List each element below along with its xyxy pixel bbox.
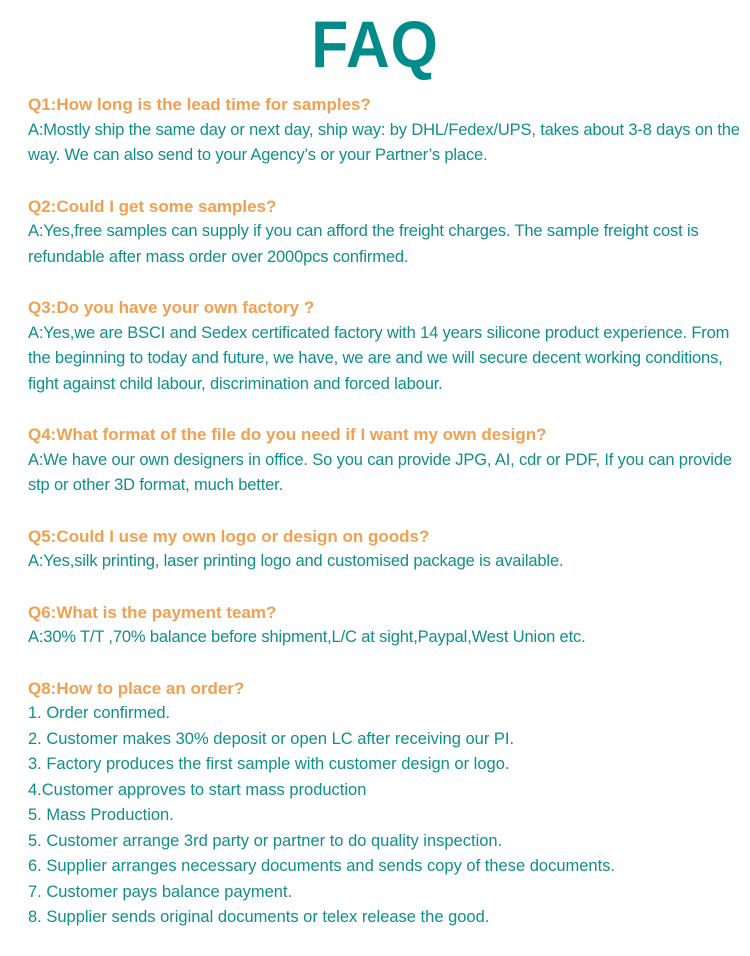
faq-item-1 <box>28 92 742 169</box>
faq-question: Q4:What format of the file do you need if I want my own design? <box>28 425 547 444</box>
page-title: FAQ <box>311 7 439 81</box>
faq-answer: A:Yes,free samples can supply if you can afford the freight charges. The sample freight cost is refundable after mass order over 2000pcs confirmed. <box>28 222 699 266</box>
faq-item-5 <box>28 524 742 575</box>
faq-item-4 <box>28 422 742 499</box>
faq-question: Q8:How to place an order? <box>28 678 245 698</box>
faq-answer: A:30% T/T ,70% balance before shipment,L/C at sight,Paypal,West Union etc. <box>28 628 586 646</box>
faq-item-order <box>28 676 742 931</box>
faq-question: Q3:Do you have your own factory ? <box>28 298 315 317</box>
order-steps-list <box>28 701 742 931</box>
faq-answer: A:We have our own designers in office. So you can provide JPG, AI, cdr or PDF, If you can provide stp or other 3D format, much better. <box>28 450 732 494</box>
faq-item-6 <box>28 600 742 651</box>
faq-question: Q1:How long is the lead time for samples? <box>28 95 371 114</box>
faq-answer: A:Yes,we are BSCI and Sedex certificated factory with 14 years silicone product experience. From the beginning to today and future, we have, we are and we will secure decent working conditions, fight against child labour, discrimination and forced labour. <box>28 323 730 393</box>
faq-item-3 <box>28 295 742 397</box>
faq-question: Q6:What is the payment team? <box>28 602 277 622</box>
faq-question: Q2:Could I get some samples? <box>28 196 277 216</box>
order-step: 1. Order confirmed. <box>28 704 171 722</box>
faq-question: Q5:Could I use my own logo or design on goods? <box>28 526 430 546</box>
faq-answer: A:Yes,silk printing, laser printing logo and customised package is available. <box>28 552 564 570</box>
faq-answer: A:Mostly ship the same day or next day, ship way: by DHL/Fedex/UPS, takes about 3-8 days on the way. We can also send to your Agency’s or your Partner’s place. <box>28 120 740 164</box>
order-step: 7. Customer pays balance payment. <box>28 882 293 901</box>
faq-item-2 <box>28 194 742 271</box>
order-step: 2. Customer makes 30% deposit or open LC after receiving our PI. <box>28 729 515 748</box>
order-step: 5. Customer arrange 3rd party or partner to do quality inspection. <box>28 831 503 850</box>
order-step: 4.Customer approves to start mass production <box>28 780 367 799</box>
order-step: 6. Supplier arranges necessary documents and sends copy of these documents. <box>28 857 616 875</box>
faq-list <box>28 92 742 956</box>
order-step: 5. Mass Production. <box>28 806 174 824</box>
order-step: 8. Supplier sends original documents or telex release the good. <box>28 908 490 926</box>
order-step: 3. Factory produces the first sample with customer design or logo. <box>28 755 510 773</box>
